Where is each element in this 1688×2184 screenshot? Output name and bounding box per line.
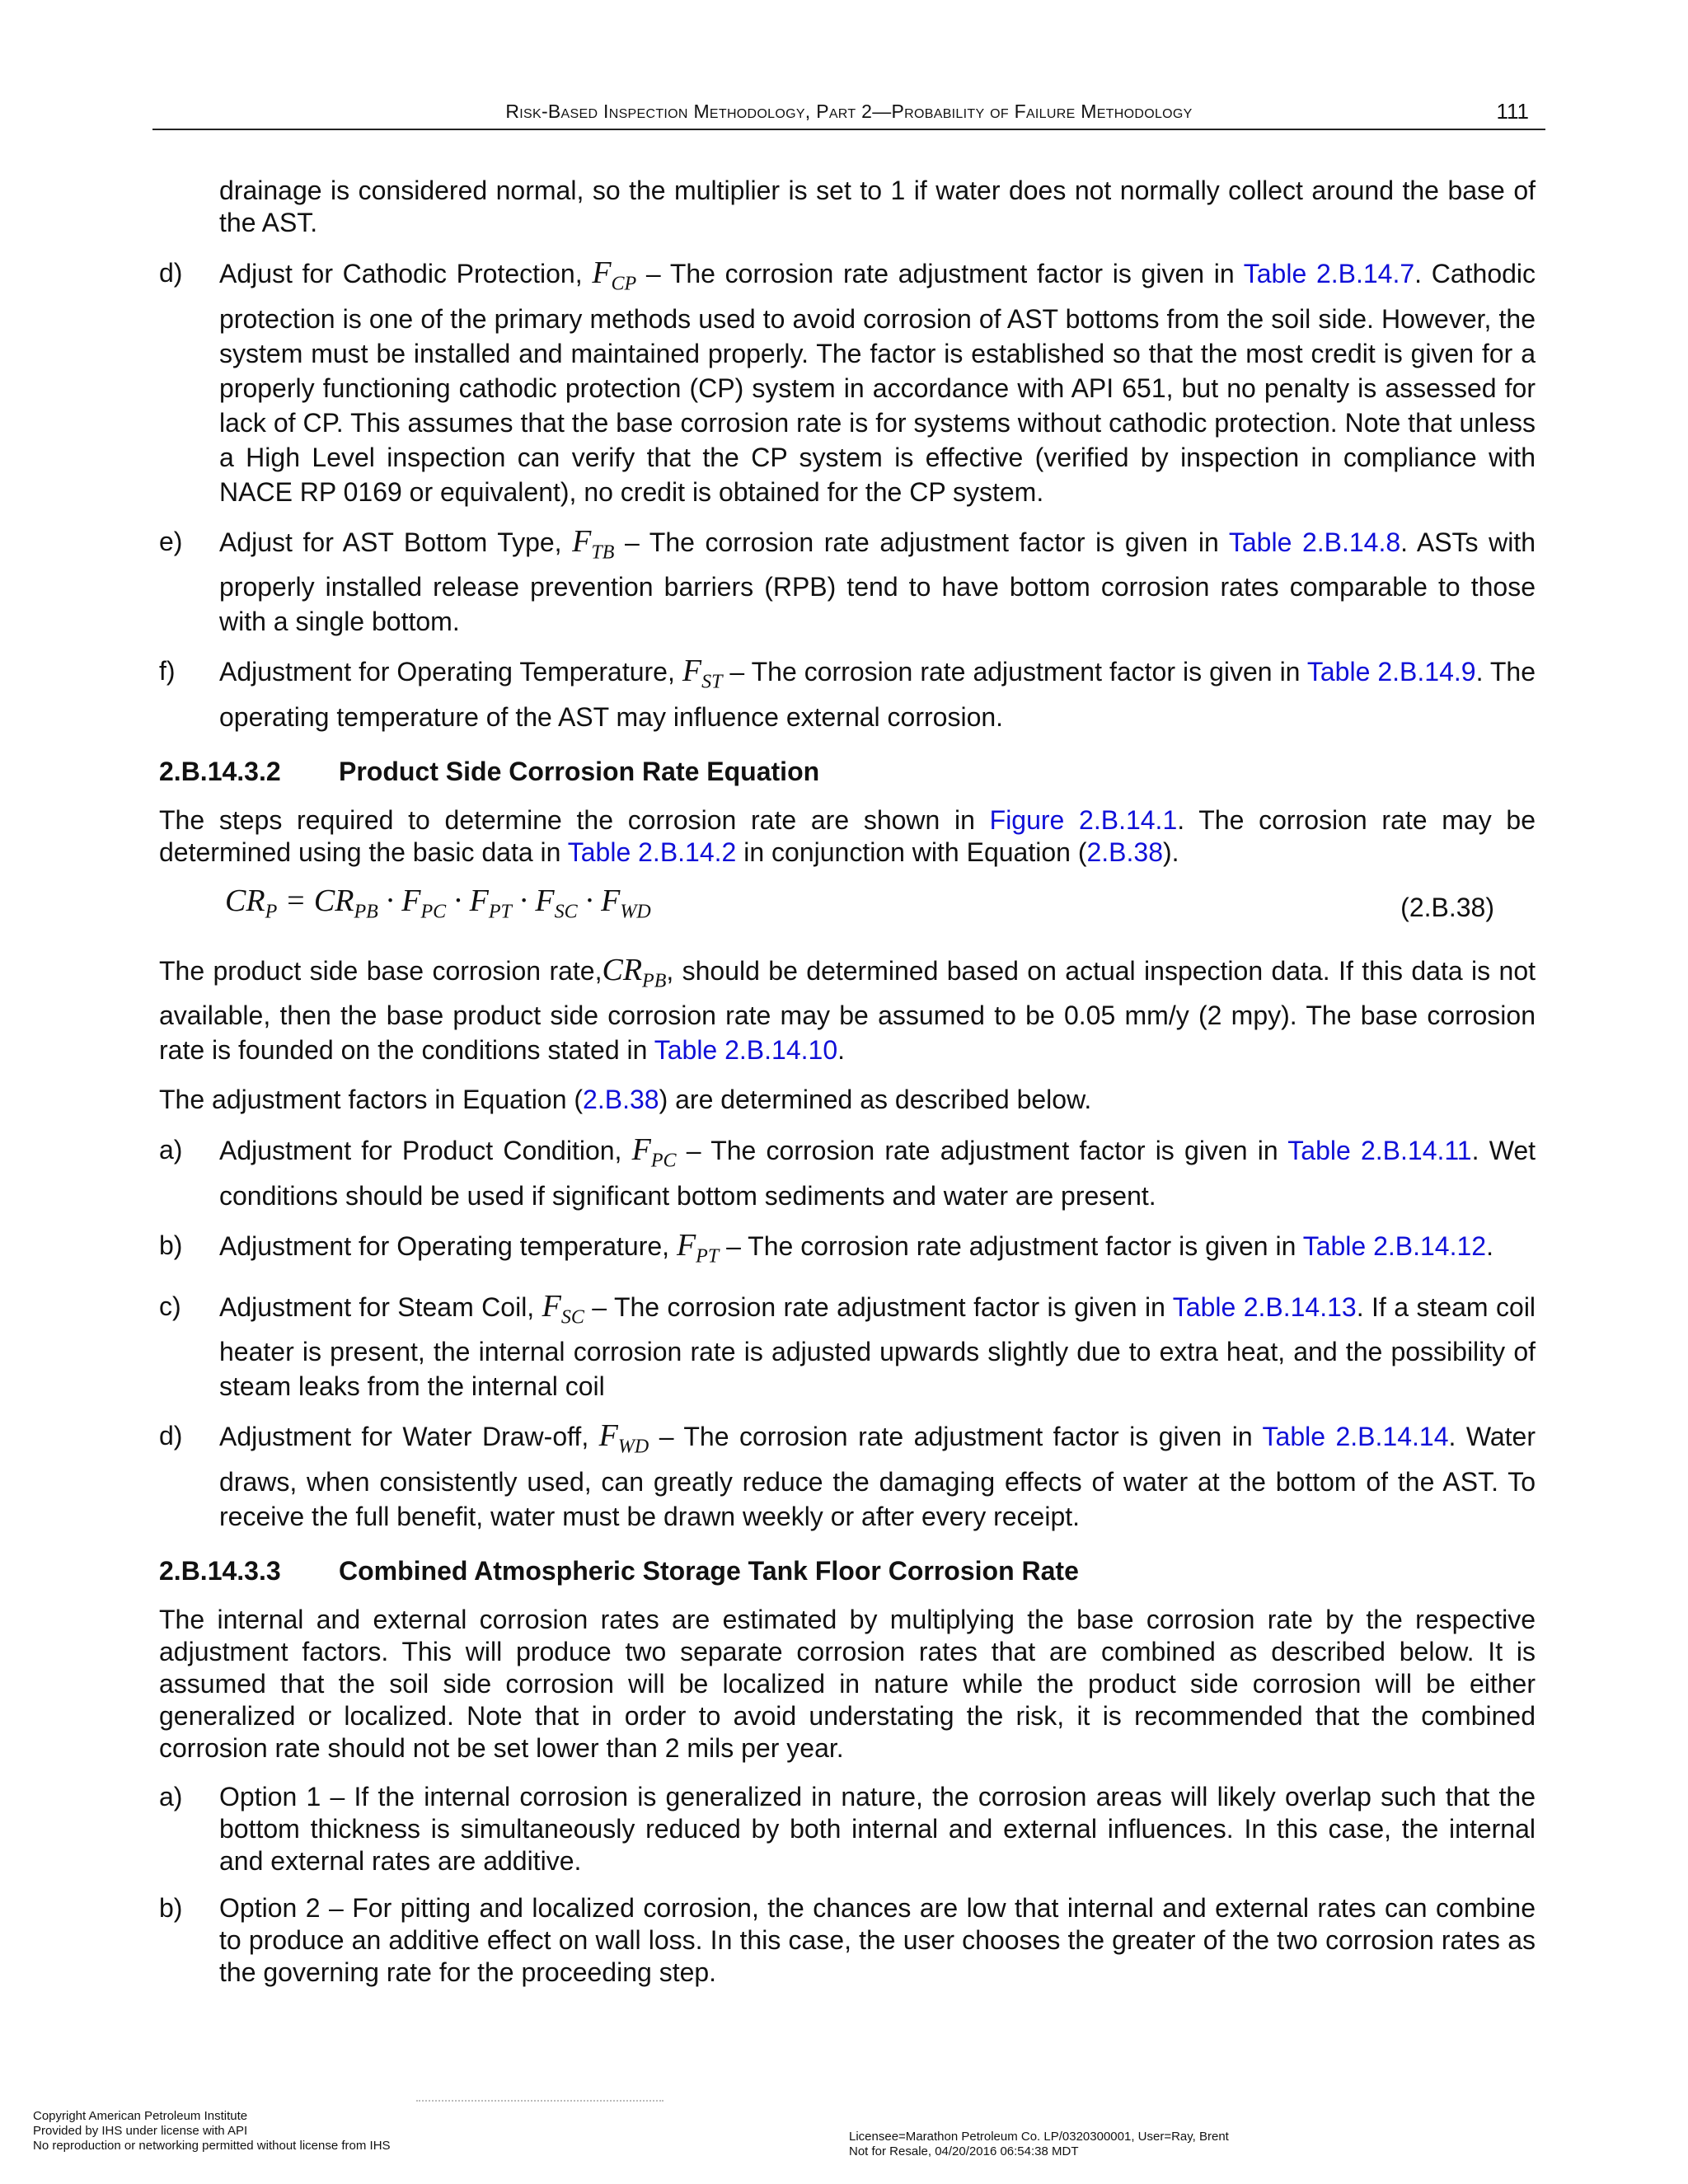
list-item: d) Adjustment for Water Draw-off, $F_{WD}$ – The corrosion rate adjustment factor is given in Table 2.B.14.14. Water draws, when consistently used, can greatly reduce the damaging effects of water at the bottom of the AST. To receive the full benefit, water must be drawn weekly or after every receipt. bbox=[159, 1418, 1536, 1531]
list-item: e) Adjust for AST Bottom Type, $F_{TB}$ – The corrosion rate adjustment factor is given in Table 2.B.14.8. ASTs with properly installed release prevention barriers (RPB) tend to have bottom corrosion rates comparable to those with a single bottom. bbox=[159, 523, 1536, 637]
list-label: e) bbox=[159, 526, 183, 556]
list-item: f) Adjustment for Operating Temperature, $F_{ST}$ – The corrosion rate adjustment factor is given in Table 2.B.14.9. The operating temperature of the AST may influence external corrosion. bbox=[159, 654, 1536, 732]
section-heading bbox=[159, 756, 1536, 788]
section-number: 2.B.14.3.3 bbox=[159, 1555, 281, 1586]
factor-symbol: $F_{SC}$ bbox=[542, 1288, 584, 1329]
factor-symbol: $CR_{PB}$ bbox=[602, 952, 667, 992]
paragraph: The adjustment factors in Equation (2.B.38) are determined as described below. bbox=[159, 1085, 1092, 1115]
list-label: a) bbox=[159, 1781, 183, 1811]
table-link[interactable]: Table 2.B.14.2 bbox=[567, 837, 737, 867]
factor-symbol: $F_{PC}$ bbox=[631, 1132, 677, 1172]
section-heading bbox=[159, 1555, 1536, 1587]
list-item: c) Adjustment for Steam Coil, $F_{SC}$ – The corrosion rate adjustment factor is given in Table 2.B.14.13. If a steam coil heater is present, the internal corrosion rate is adjusted upwards slightly due to extra heat, and the possibility of steam leaks from the internal coil bbox=[159, 1288, 1536, 1402]
footer-dotted-divider bbox=[416, 2100, 663, 2102]
table-link[interactable]: Table 2.B.14.13 bbox=[1172, 1291, 1357, 1322]
list-label: b) bbox=[159, 1230, 183, 1260]
table-link[interactable]: Table 2.B.14.14 bbox=[1262, 1422, 1449, 1452]
list-label: c) bbox=[159, 1291, 181, 1321]
page-number: 111 bbox=[1496, 99, 1529, 124]
list-label: d) bbox=[159, 258, 183, 288]
table-link[interactable]: Table 2.B.14.7 bbox=[1243, 259, 1415, 288]
list-item: b) Adjustment for Operating temperature, $F_{PT}$ – The corrosion rate adjustment factor is given in Table 2.B.14.12. bbox=[159, 1227, 1493, 1268]
list-item: a) Option 1 – If the internal corrosion is generalized in nature, the corrosion areas will likely overlap such that the bottom thickness is simultaneously reduced by both internal and external influences. In this case, the internal and external rates are additive. bbox=[159, 1781, 1536, 1876]
table-link[interactable]: Table 2.B.14.9 bbox=[1306, 657, 1476, 687]
section-title: Combined Atmospheric Storage Tank Floor Corrosion Rate bbox=[339, 1555, 1079, 1586]
list-label: b) bbox=[159, 1892, 183, 1923]
figure-link[interactable]: Figure 2.B.14.1 bbox=[989, 804, 1178, 835]
list-item: b) Option 2 – For pitting and localized corrosion, the chances are low that internal and external rates can combine to produce an additive effect on wall loss. In this case, the user chooses the greater of the two corrosion rates as the governing rate for the proceeding step. bbox=[159, 1892, 1536, 1987]
list-label: f) bbox=[159, 656, 176, 687]
paragraph: The product side base corrosion $rate,CR_{PB}$, should be determined based on actual inspection data. If this data is not available, then the base product side corrosion rate may be assumed to be 0.05 mm/y (2 mpy). The base corrosion rate is founded on the conditions stated in Table 2.B.14.10. bbox=[159, 952, 1536, 1066]
factor-symbol: $F_{WD}$ bbox=[598, 1418, 649, 1458]
footer-license: Licensee=Marathon Petroleum Co. LP/0320300001, User=Ray, Brent Not for Resale, 04/20/2016 06:54:38 MDT bbox=[849, 2130, 1229, 2158]
paragraph: The internal and external corrosion rates are estimated by multiplying the base corrosion rate by the respective adjustment factors. This will produce two separate corrosion rates that are combined as described below. It is assumed that the soil side corrosion will be localized in nature while the product side corrosion will be either generalized or localized. Note that in order to avoid understating the risk, it is recommended that the combined corrosion rate should not be set lower than 2 mils per year. bbox=[159, 1604, 1536, 1763]
equation-link[interactable]: 2.B.38 bbox=[583, 1085, 659, 1115]
factor-symbol: $F_{ST}$ bbox=[682, 654, 723, 693]
factor-symbol: $F_{TB}$ bbox=[572, 523, 615, 564]
section-title: Product Side Corrosion Rate Equation bbox=[339, 756, 820, 786]
equation-body: $CR_P = CR_{PB} \cdot F_{PC} \cdot F_{PT} \cdot F_{SC} \cdot F_{WD}$ bbox=[225, 883, 651, 923]
table-link[interactable]: Table 2.B.14.11 bbox=[1287, 1136, 1472, 1166]
list-item: d) Adjust for Cathodic Protection, $F_{CP}$ – The corrosion rate adjustment factor is given in Table 2.B.14.7. Cathodic protection is one of the primary methods used to avoid corrosion of AST bottoms from the soil side. However, the system must be installed and maintained properly. The factor is established so that the most credit is given for a properly functioning cathodic protection (CP) system in accordance with API 651, but no penalty is assessed for lack of CP. This assumes that the base corrosion rate is for systems without cathodic protection. Note that unless a High Level inspection can verify that the CP system is effective (verified by inspection in compliance with NACE RP 0169 or equivalent), no credit is obtained for the CP system. bbox=[159, 255, 1536, 507]
list-item: a) Adjustment for Product Condition, $F_{PC}$ – The corrosion rate adjustment factor is given in Table 2.B.14.11. Wet conditions should be used if significant bottom sediments and water are present. bbox=[159, 1132, 1536, 1211]
table-link[interactable]: Table 2.B.14.12 bbox=[1302, 1230, 1487, 1261]
table-link[interactable]: Table 2.B.14.8 bbox=[1228, 527, 1401, 557]
list-label: a) bbox=[159, 1135, 183, 1165]
list-label: d) bbox=[159, 1421, 183, 1451]
equation-2b38 bbox=[159, 885, 1536, 935]
factor-symbol: $F_{CP}$ bbox=[592, 255, 637, 295]
footer-copyright: Copyright American Petroleum Institute Provided by IHS under license with API No reproduction or networking permitted without license from IHS bbox=[33, 2109, 391, 2153]
equation-link[interactable]: 2.B.38 bbox=[1086, 837, 1163, 867]
equation-number: (2.B.38) bbox=[1400, 892, 1494, 922]
factor-symbol: $F_{PT}$ bbox=[676, 1227, 720, 1268]
header-title: Risk-Based Inspection Methodology, Part 2—Probability of Failure Methodology bbox=[505, 101, 1193, 122]
running-header bbox=[152, 99, 1545, 130]
page-content bbox=[159, 175, 1536, 2004]
table-link[interactable]: Table 2.B.14.10 bbox=[654, 1035, 838, 1066]
section-number: 2.B.14.3.2 bbox=[159, 756, 281, 786]
paragraph: The steps required to determine the corrosion rate are shown in Figure 2.B.14.1. The corrosion rate may be determined using the basic data in Table 2.B.14.2 in conjunction with Equation (2.B.38). bbox=[159, 804, 1536, 867]
continued-paragraph: drainage is considered normal, so the multiplier is set to 1 if water does not normally collect around the base of the AST. bbox=[219, 176, 1536, 237]
